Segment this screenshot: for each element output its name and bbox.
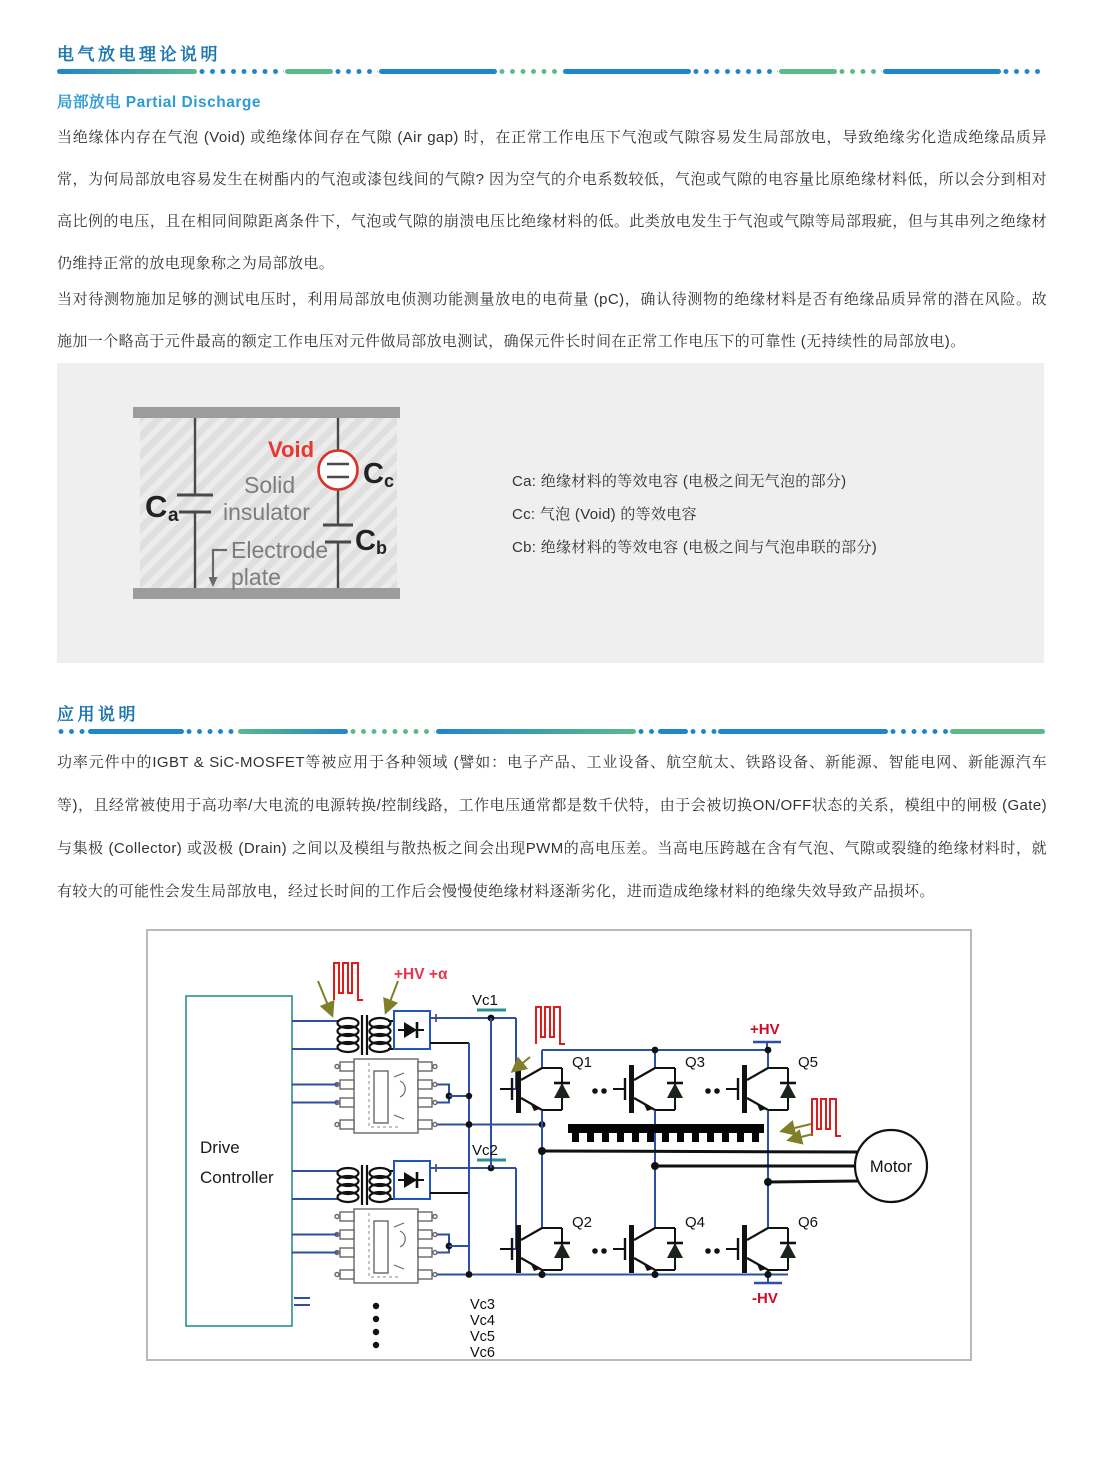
theory-paragraph-2: 当对待测物施加足够的测试电压时，利用局部放电侦测功能测量放电的电荷量 (pC)，确认待测物的绝缘材料是否有绝缘品质异常的潜在风险。故施加一个略高于元件最高的额定工作电压对元件做局部放电测试，确保元件长时间在正常工作电压下的可靠性 (无持续性的局部放电)。: [57, 291, 1047, 350]
drive-controller-label-1: Drive: [200, 1138, 240, 1157]
cc-label: C: [363, 458, 384, 490]
inverter-circuit-diagram: [148, 931, 970, 1359]
igbt-q1: [500, 1065, 570, 1113]
q6-label: Q6: [798, 1214, 819, 1231]
vc4-label: Vc4: [470, 1313, 495, 1329]
solid-insulator-label-1: Solid: [244, 472, 296, 498]
capacitor-model-diagram: [127, 400, 417, 610]
section-title-theory: 电气放电理论说明: [57, 45, 221, 64]
ca-label: C: [145, 489, 168, 524]
void-circle-icon: [319, 451, 358, 490]
legend-line-ca: Ca: 绝缘材料的等效电容 (电极之间无气泡的部分): [512, 473, 847, 490]
pwm-waveform-icon: [536, 1007, 565, 1044]
section-title-application: 应用说明: [57, 705, 139, 724]
electrode-plate-top: [133, 407, 400, 418]
pwm-waveform-icon: [812, 1099, 841, 1136]
cb-label-sub: b: [376, 538, 387, 558]
theory-paragraph-1: 当绝缘体内存在气泡 (Void) 或绝缘体间存在气隙 (Air gap) 时，在正常工作电压下气泡或气隙容易发生局部放电，导致绝缘劣化造成绝缘品质异常，为何局部放电容易发生在树酯内的气泡或漆包线间的气隙? 因为空气的介电系数较低，气泡或气隙的电容量比原绝缘材料低，所以会分到相对高比例的电压，且在相同间隙距离条件下，气泡或气隙的崩溃电压比绝缘材料的低。此类放电发生于气泡或气隙等局部瑕疵，但与其串列之绝缘材仍维持正常的放电现象称之为局部放电。: [57, 129, 1047, 272]
section-divider: [57, 69, 1045, 74]
igbt-q2: [500, 1225, 570, 1273]
igbt-q4: [613, 1225, 683, 1273]
electrode-plate-label-1: Electrode: [231, 537, 329, 563]
electrode-plate-label-2: plate: [231, 564, 281, 590]
ca-label-sub: a: [168, 505, 179, 526]
inverter-circuit-figure: [146, 929, 972, 1361]
q4-label: Q4: [685, 1214, 706, 1231]
q5-label: Q5: [798, 1054, 819, 1071]
q1-label: Q1: [572, 1054, 593, 1071]
hv-minus-label: -HV: [752, 1290, 778, 1307]
vc3-label: Vc3: [470, 1297, 495, 1313]
ellipsis-dots: [373, 1303, 379, 1348]
igbt-q5: [726, 1065, 796, 1113]
q3-label: Q3: [685, 1054, 706, 1071]
capacitor-legend: [512, 465, 877, 564]
igbt-q3: [613, 1065, 683, 1113]
gate-driver-group-2: [292, 1160, 516, 1283]
igbt-q6: [726, 1225, 796, 1273]
section-divider: [57, 729, 1045, 734]
hv-alpha-label: +HV +α: [394, 966, 448, 983]
motor-phase-lines: [542, 1151, 859, 1182]
solid-insulator-label-2: insulator: [223, 499, 310, 525]
capacitor-model-panel: [57, 363, 1044, 663]
legend-line-cb: Cb: 绝缘材料的等效电容 (电极之间与气泡串联的部分): [512, 539, 878, 556]
void-label: Void: [268, 437, 315, 462]
gate-driver-group-1: [292, 1010, 516, 1133]
hv-plus-label: +HV: [750, 1021, 780, 1038]
vc1-label: Vc1: [472, 992, 498, 1009]
cc-label-sub: c: [384, 471, 395, 491]
q2-label: Q2: [572, 1214, 593, 1231]
heatsink-icon: [568, 1124, 764, 1142]
pwm-waveform-icon: [334, 963, 363, 1000]
vc2-label: Vc2: [472, 1142, 498, 1159]
application-paragraph: 功率元件中的IGBT & SiC-MOSFET等被应用于各种领域 (譬如：电子产品、工业设备、航空航太、铁路设备、新能源、智能电网、新能源汽车等)，且经常被使用于高功率/大电流的电源转换/控制线路，工作电压通常都是数千伏特，由于会被切换ON/OFF状态的关系，模组中的闸极 (Gate) 与集极 (Collector) 或汲极 (Drain) 之间以及模组与散热板之间会出现PWM的高电压差。当高电压跨越在含有气泡、气隙或裂缝的绝缘材料时，就有较大的可能性会发生局部放电，经过长时间的工作后会慢慢使绝缘材料逐渐劣化，进而造成绝缘材料的绝缘失效导致产品损坏。: [57, 754, 1047, 900]
drive-controller-box: [186, 996, 292, 1326]
legend-line-cc: Cc: 气泡 (Void) 的等效电容: [512, 506, 697, 523]
controller-bus-stub: [294, 1298, 310, 1305]
motor-label: Motor: [869, 1158, 913, 1176]
drive-controller-label-2: Controller: [200, 1168, 274, 1187]
vc6-label: Vc6: [470, 1345, 495, 1359]
subsection-title-partial-discharge: 局部放电 Partial Discharge: [57, 94, 261, 111]
cb-label: C: [355, 525, 376, 557]
vc5-label: Vc5: [470, 1329, 495, 1345]
